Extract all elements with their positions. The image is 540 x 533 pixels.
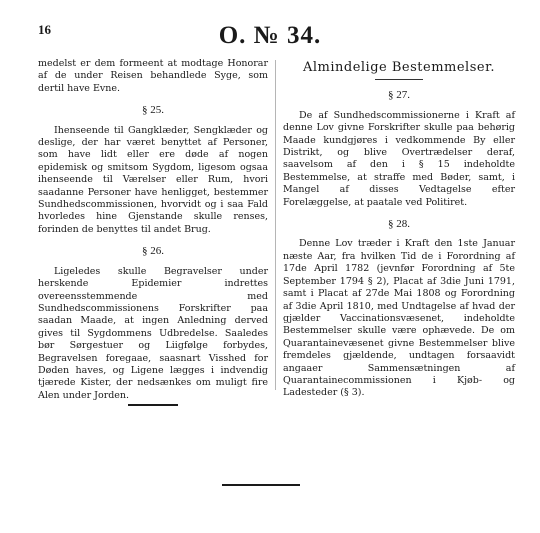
section-heading-26: § 26. (142, 245, 164, 258)
continuation-paragraph: medelst er dem formeent at modtage Honorar af de under Reisen behandlede Syge, som dertil have Evne. (38, 58, 268, 94)
section-heading-28: § 28. (388, 218, 410, 231)
section-heading-27: § 27. (388, 89, 410, 102)
section-heading-25: § 25. (142, 104, 164, 117)
page-title: O. № 34. (218, 22, 322, 49)
page-end-rule (222, 484, 300, 486)
right-column (283, 58, 515, 400)
page-number: 16 (38, 22, 51, 37)
section-text-28: Denne Lov træder i Kraft den 1ste Januar næste Aar, fra hvilken Tid de i Forordning af 17de April 1782 (jevnfør Forordning af 5te September 1794 § 2), Placat af 3die Juni 1791, samt i Placat af 27de Mai 1808 og Forordning af 3die April 1810, med Undtagelse af hvad der gjælder Vaccinationsvæsenet, indeholdte Bestemmelser skulle være ophævede. De om Quarantainevæsenet givne Bestemmelser blive fremdeles gjældende, undtagen forsaavidt angaaer Sammensætningen af Quarantainecommissionen i Kjøb- og Ladesteder (§ 3). (283, 238, 515, 399)
left-column-end-rule (128, 404, 178, 406)
chapter-heading-rule (375, 79, 423, 80)
section-text-26: Ligeledes skulle Begravelser under herskende Epidemier indrettes overeensstemmende med Sundhedscommissionens Forskrifter paa saadan Maade, at ingen Anledning derved gives til Sygdommens Udbredelse. Saaledes bør Sørgestuer og Liigfølge forbydes, Begravelsen foregaae, saasnart Visshed for Døden haves, og Ligene lægges i indvendig tjærede Kister, der nedsænkes om muligt fire Alen under Jorden. (38, 265, 268, 401)
section-text-27: De af Sundhedscommissionerne i Kraft af denne Lov givne Forskrifter skulle paa behørig Maade kundgjøres i vedkommende By eller Distrikt, og blive Overtrædelser deraf, saavelsom af den i § 15 indeholdte Bestemmelse, at straffe med Bøder, samt, i Mangel af disses Vedtagelse efter Forelæggelse, at paatale ved Politiret. (283, 109, 515, 208)
chapter-heading-text: Almindelige Bestemmelser. (302, 60, 495, 75)
column-divider (275, 60, 276, 390)
chapter-heading (283, 62, 515, 80)
section-text-25: Ihenseende til Gangklæder, Sengklæder og deslige, der har været benyttet af Personer, som have lidt eller ere døde af nogen epidemisk og smitsom Sygdom, ligesom ogsaa ihenseende til Værelser eller Rum, hvori saadanne Personer have henligget, bestemmer Sundhedscommissionen, hvorvidt og i saa Fald hvorledes hine Gjenstande skulle renses, forinden de benyttes til andet Brug. (38, 124, 268, 235)
left-column (38, 58, 268, 402)
